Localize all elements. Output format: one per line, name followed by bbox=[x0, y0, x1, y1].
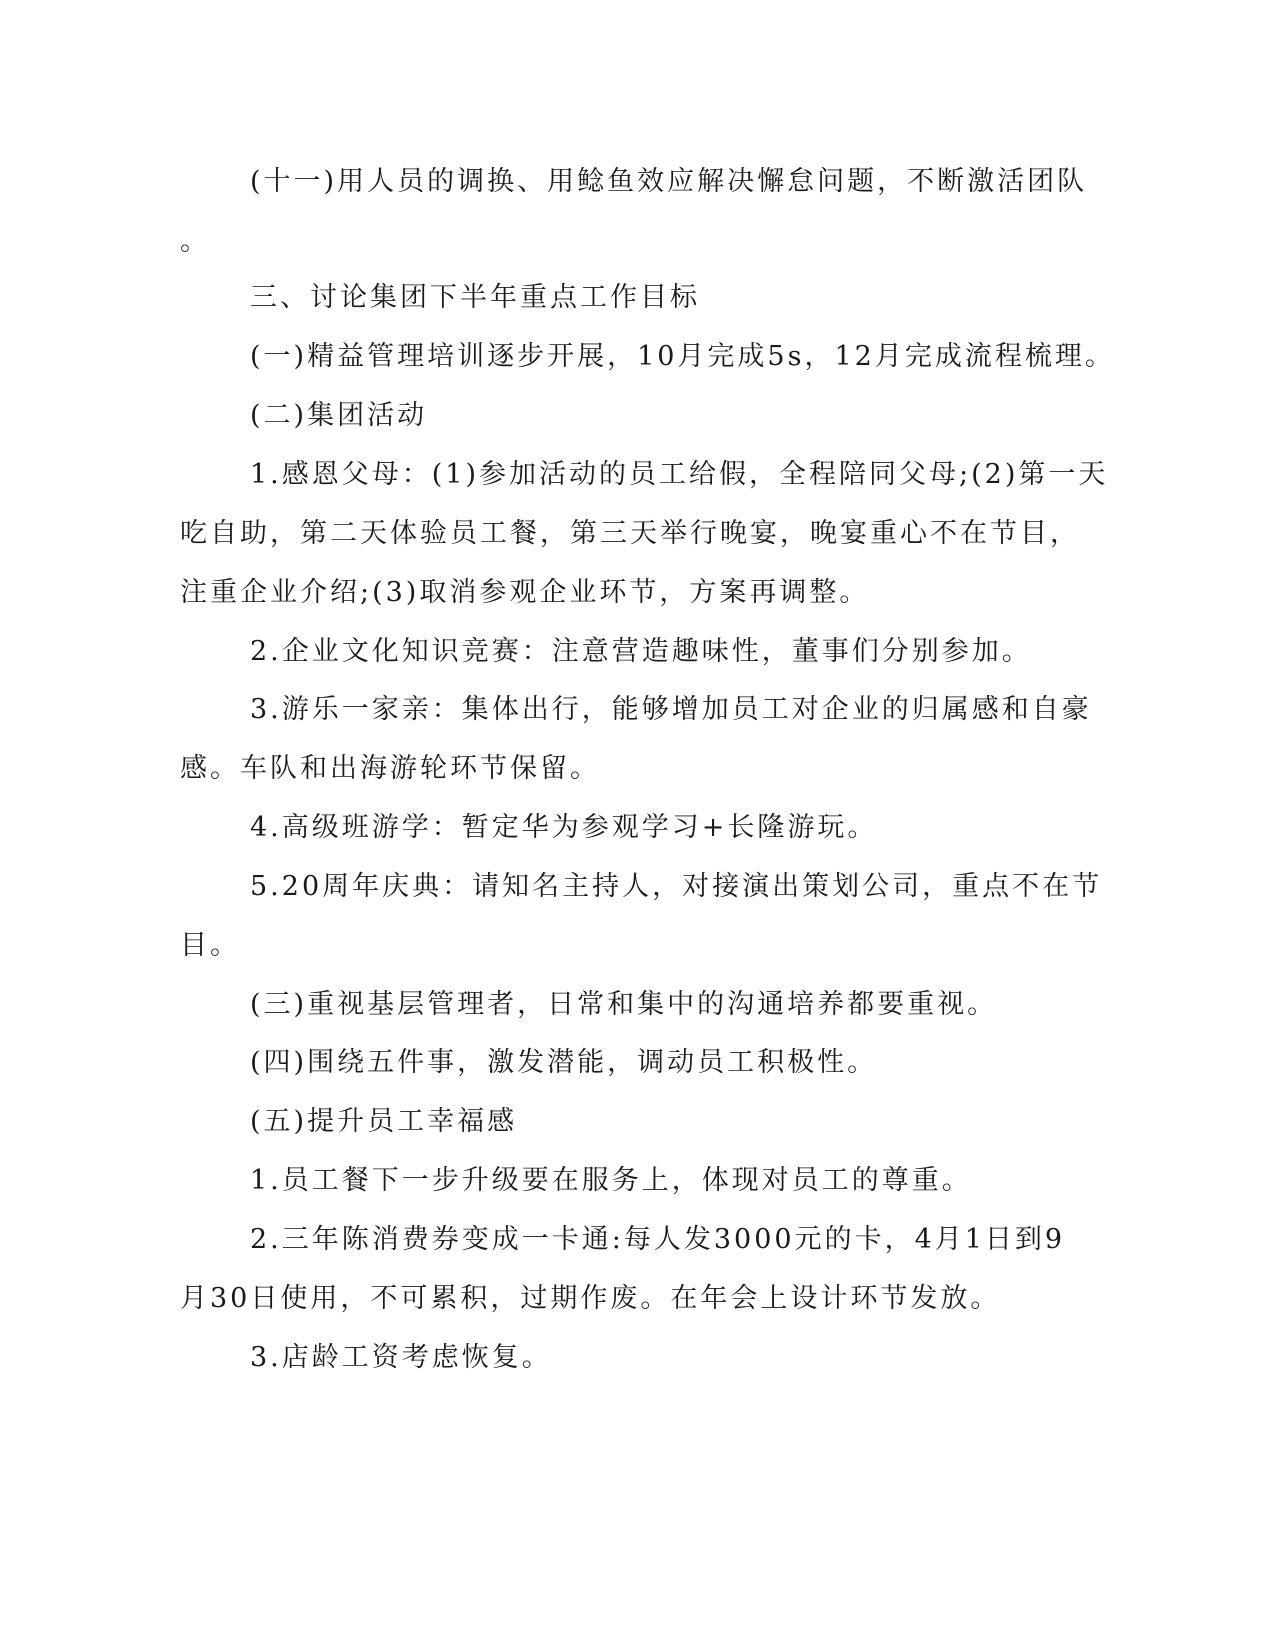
list-item-continuation: 注重企业介绍;(3)取消参观企业环节，方案再调整。 bbox=[180, 577, 870, 608]
paragraph-line: (四)围绕五件事，激发潜能，调动员工积极性。 bbox=[250, 1047, 878, 1078]
list-item: 3.游乐一家亲：集体出行，能够增加员工对企业的归属感和自豪 bbox=[250, 694, 1092, 725]
subheading: (五)提升员工幸福感 bbox=[250, 1106, 518, 1137]
paragraph-line: (三)重视基层管理者，日常和集中的沟通培养都要重视。 bbox=[250, 989, 998, 1020]
paragraph-line: 。 bbox=[180, 226, 210, 257]
list-item-continuation: 目。 bbox=[180, 930, 240, 961]
paragraph-line: (十一)用人员的调换、用鲶鱼效应解决懈怠问题，不断激活团队 bbox=[250, 166, 1088, 197]
section-heading: 三、讨论集团下半年重点工作目标 bbox=[250, 282, 700, 313]
subheading: (二)集团活动 bbox=[250, 400, 428, 431]
list-item: 5.20周年庆典：请知名主持人，对接演出策划公司，重点不在节 bbox=[250, 871, 1103, 902]
paragraph-line: (一)精益管理培训逐步开展，10月完成5s，12月完成流程梳理。 bbox=[250, 341, 1115, 372]
list-item: 1.员工餐下一步升级要在服务上，体现对员工的尊重。 bbox=[250, 1165, 972, 1196]
list-item-continuation: 感。车队和出海游轮环节保留。 bbox=[180, 753, 600, 784]
list-item: 4.高级班游学：暂定华为参观学习+长隆游玩。 bbox=[250, 812, 878, 843]
list-item: 2.企业文化知识竞赛：注意营造趣味性，董事们分别参加。 bbox=[250, 636, 1032, 667]
list-item-continuation: 月30日使用，不可累积，过期作废。在年会上设计环节发放。 bbox=[180, 1283, 1001, 1314]
list-item: 3.店龄工资考虑恢复。 bbox=[250, 1342, 552, 1373]
list-item-continuation: 吃自助，第二天体验员工餐，第三天举行晚宴，晚宴重心不在节目， bbox=[180, 518, 1080, 549]
list-item: 2.三年陈消费券变成一卡通:每人发3000元的卡，4月1日到9 bbox=[250, 1224, 1066, 1255]
list-item: 1.感恩父母：(1)参加活动的员工给假，全程陪同父母;(2)第一天 bbox=[250, 459, 1109, 490]
